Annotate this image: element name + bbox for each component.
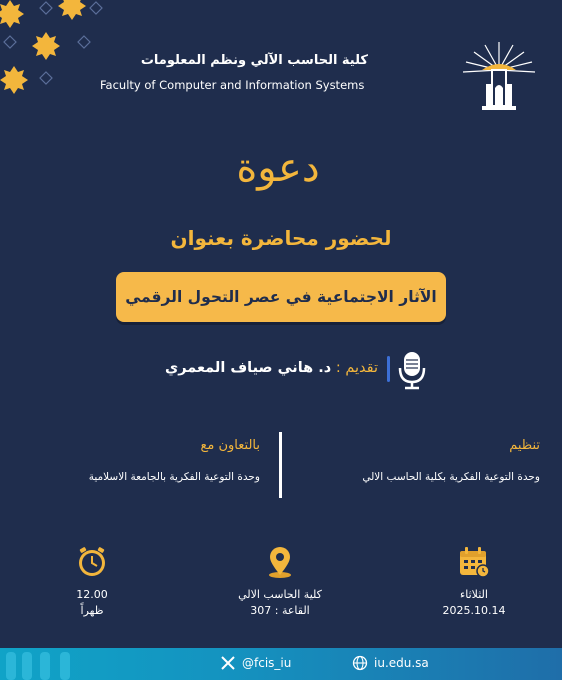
university-crest-icon (458, 40, 540, 114)
organizer-heading: تنظيم (509, 438, 540, 453)
presenter-text (165, 360, 378, 376)
star-pattern-decoration (0, 0, 110, 110)
twitter-handle[interactable] (220, 655, 291, 671)
lecture-title: الآثار الاجتماعية في عصر التحول الرقمي (125, 288, 437, 306)
microphone-icon (394, 350, 430, 390)
organizer-block (300, 438, 540, 483)
event-day: الثلاثاء (460, 588, 488, 601)
time-block (52, 545, 132, 619)
clock-icon (75, 545, 109, 579)
event-date: 2025.10.14 (442, 604, 506, 617)
organizer-name: وحدة التوعية الفكرية بكلية الحاسب الالي (362, 471, 540, 483)
event-location: كلية الحاسب الالي (238, 588, 322, 601)
x-logo-icon (220, 655, 236, 671)
globe-icon (352, 655, 368, 671)
location-block (220, 545, 340, 619)
location-pin-icon (263, 545, 297, 579)
header (96, 40, 546, 110)
lecture-title-box (116, 272, 446, 322)
faculty-name-arabic: كلية الحاسب الآلي ونظم المعلومات (140, 53, 368, 68)
faculty-name-english: Faculty of Computer and Information Systems (100, 78, 365, 92)
event-room: القاعة : 307 (250, 604, 310, 617)
twitter-handle-text: @fcis_iu (242, 656, 292, 670)
partner-name: وحدة التوعية الفكرية بالجامعة الاسلامية (88, 471, 260, 483)
calendar-icon (457, 545, 491, 579)
website-link[interactable] (352, 655, 429, 671)
organization-divider (279, 432, 282, 498)
date-block (424, 545, 524, 619)
partner-heading: بالتعاون مع (200, 438, 260, 453)
footer-stripes-decoration (0, 648, 100, 680)
invitation-subtitle: لحضور محاضرة بعنوان (170, 226, 392, 250)
presenter-name: د. هاني صياف المعمري (164, 360, 332, 376)
website-text: iu.edu.sa (374, 656, 429, 670)
partner-block (20, 438, 260, 483)
presenter-label: تقديم : (335, 360, 378, 376)
presenter-divider (387, 356, 390, 382)
event-period: ظهراً (80, 604, 104, 617)
event-time: 12.00 (76, 588, 108, 601)
invitation-word: دعوة (236, 145, 320, 191)
presenter-row (140, 350, 430, 390)
